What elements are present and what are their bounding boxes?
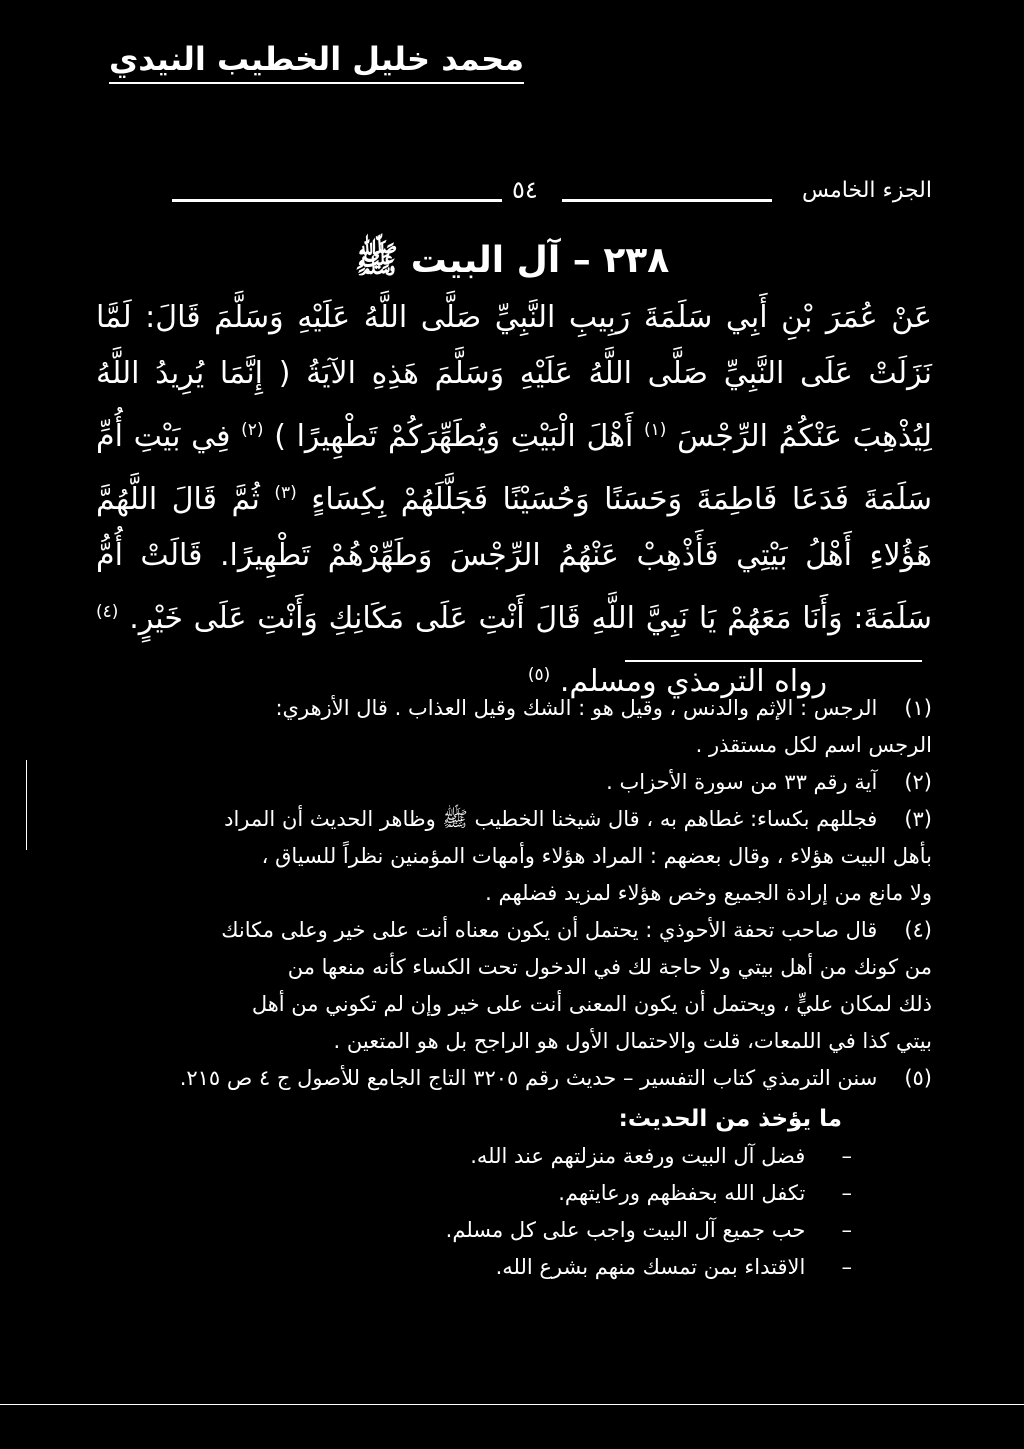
footnote-text: بأهل البيت هؤلاء ، وقال بعضهم : المراد هؤلاء وأمهات المؤمنين نظراً للسياق ، xyxy=(261,844,932,868)
lesson-item xyxy=(145,1212,932,1249)
lesson-item xyxy=(145,1249,932,1286)
footnote-text: ولا مانع من إرادة الجميع وخص هؤلاء لمزيد فضلهم . xyxy=(485,881,932,905)
lesson-text: تكفل الله بحفظهم ورعايتهم. xyxy=(558,1181,806,1205)
bottom-rule xyxy=(0,1404,1024,1405)
footnote-text: من كونك من أهل بيتي ولا حاجة لك في الدخول تحت الكساء كأنه منعها من xyxy=(287,955,932,979)
lesson-text: فضل آل البيت ورفعة منزلتهم عند الله. xyxy=(470,1144,806,1168)
running-header xyxy=(172,172,932,212)
lesson-text: الاقتداء بمن تمسك منهم بشرع الله. xyxy=(495,1255,806,1279)
hadith-text-part: فِي بَيْتِ أُمِّ سَلَمَةَ فَدَعَا فَاطِمَةَ وَحَسَنًا وَحُسَيْنًا فَجَلَّلَهُمْ بِكِسَاءٍ xyxy=(96,419,933,517)
footnote-3 xyxy=(145,801,932,912)
hadith-text-part: ثُمَّ قَالَ اللَّهُمَّ هَؤُلاءِ أَهْلُ بَيْتِي فَأَذْهِبْ عَنْهُمُ الرِّجْسَ وَطَهِّرْهُمْ تَطْهِيرًا. قَالَتْ أُمُّ سَلَمَةَ: وَأَنَا مَعَهُمْ يَا نَبِيَّ اللَّهِ قَالَ أَنْتِ عَلَى مَكَانِكِ وَأَنْتِ عَلَى خَيْرٍ. xyxy=(96,482,932,636)
footnote-text: سنن الترمذي كتاب التفسير – حديث رقم ٣٢٠٥ التاج الجامع للأصول ج ٤ ص ٢١٥. xyxy=(179,1066,878,1090)
footnote-separator xyxy=(625,660,922,662)
footnote-marker: (٤) xyxy=(96,602,119,622)
footnotes xyxy=(145,690,932,1286)
header-rule-left xyxy=(172,199,502,202)
footnote-text: فجللهم بكساء: غطاهم به ، قال شيخنا الخطيب ﷺ وظاهر الحديث أن المراد xyxy=(224,807,878,831)
part-label: الجزء الخامس xyxy=(801,178,932,203)
lesson-item xyxy=(145,1138,932,1175)
scan-edge-mark xyxy=(26,760,27,850)
footnote-4 xyxy=(145,912,932,1060)
footnote-number: (٥) xyxy=(904,1066,932,1090)
header-rule-right xyxy=(562,199,772,202)
footnote-text: الرجس اسم لكل مستقذر . xyxy=(695,733,932,757)
footnote-marker: (١) xyxy=(644,420,667,440)
lesson-item xyxy=(145,1175,932,1212)
lesson-dash: – xyxy=(841,1181,852,1205)
footnote-number: (٢) xyxy=(904,770,932,794)
footnote-text: الرجس : الإثم والدنس ، وقيل هو : الشك وقيل العذاب . قال الأزهري: xyxy=(275,696,878,720)
footnote-text: بيتي كذا في اللمعات، قلت والاحتمال الأول هو الراجح بل هو المتعين . xyxy=(333,1029,932,1053)
footnote-2 xyxy=(145,764,932,801)
footnote-text: آية رقم ٣٣ من سورة الأحزاب . xyxy=(606,770,878,794)
footnote-number: (٣) xyxy=(904,807,932,831)
footnote-number: (٤) xyxy=(904,918,932,942)
lessons-title: ما يؤخذ من الحديث: xyxy=(618,1106,842,1132)
narration-source: رواه الترمذي ومسلم. xyxy=(559,664,828,699)
hadith-text-part: عَنْ عُمَرَ بْنِ أَبِي سَلَمَةَ رَبِيبِ النَّبِيِّ صَلَّى اللَّهُ عَلَيْهِ وَسَلَّمَ قَالَ: لَمَّا نَزَلَتْ عَلَى النَّبِيِّ صَلَّى اللَّهُ عَلَيْهِ وَسَلَّمَ هَذِهِ الآيَةُ ( إِنَّمَا يُرِيدُ اللَّهُ لِيُذْهِبَ عَنْكُمُ الرِّجْسَ xyxy=(96,300,932,454)
lesson-text: حب جميع آل البيت واجب على كل مسلم. xyxy=(445,1218,806,1242)
hadith-text xyxy=(96,290,932,710)
lesson-dash: – xyxy=(841,1144,852,1168)
footnote-text: قال صاحب تحفة الأحوذي : يحتمل أن يكون معناه أنت على خير وعلى مكانك xyxy=(221,918,878,942)
footnote-marker: (٥) xyxy=(527,665,551,685)
footnote-marker: (٢) xyxy=(241,420,264,440)
hadith-title: ٢٣٨ – آل البيت ﷺ xyxy=(354,240,670,281)
footnote-1 xyxy=(145,690,932,764)
footnote-text: ذلك لمكان عليٍّ ، ويحتمل أن يكون المعنى أنت على خير وإن لم تكوني من أهل xyxy=(251,992,932,1016)
author-name: محمد خليل الخطيب النيدي xyxy=(109,40,524,84)
footnote-number: (١) xyxy=(904,696,932,720)
footnote-5 xyxy=(145,1060,932,1097)
lesson-dash: – xyxy=(841,1218,852,1242)
hadith-text-part: أَهْلَ الْبَيْتِ وَيُطَهِّرَكُمْ تَطْهِيرًا ) xyxy=(274,419,634,454)
lesson-dash: – xyxy=(841,1255,852,1279)
footnote-marker: (٣) xyxy=(274,483,297,503)
page-number: ٥٤ xyxy=(512,176,538,204)
